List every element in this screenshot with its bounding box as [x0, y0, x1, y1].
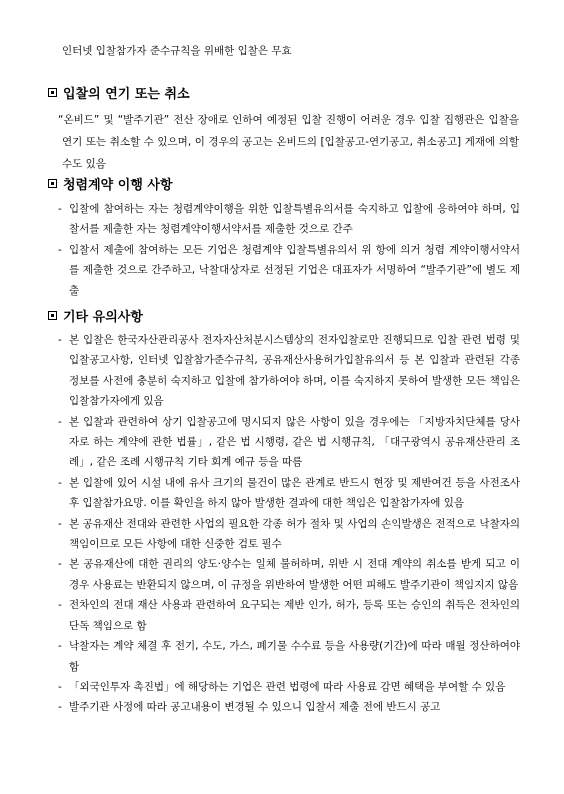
list-item: - 본 공유재산에 대한 권리의 양도·양수는 일체 불허하며, 위반 시 전대 계약의 취소를 받게 되고 이 경우 사용료는 반환되지 않으며, 이 규정을 위반하여 발생한 어떤 피해도 발주기관이 책임지지 않음	[58, 554, 520, 595]
dash-marker: -	[58, 476, 62, 489]
dash-marker: -	[58, 701, 62, 714]
other-notes-list	[58, 330, 520, 718]
section-title: 입찰의 연기 또는 취소	[63, 87, 190, 102]
dash-marker: -	[58, 640, 62, 653]
list-item: - 입찰에 참여하는 자는 청렴계약이행을 위한 입찰특별유의서를 숙지하고 입찰에 응하여야 하며, 입찰서를 제출한 자는 청렴계약이행서약서를 제출한 것으로 간주	[58, 199, 520, 240]
dash-marker: -	[58, 415, 62, 428]
list-item: - 전차인의 전대 재산 사용과 관련하여 요구되는 제반 인가, 허가, 등록 또는 승인의 취득은 전차인의 단독 책임으로 함	[58, 595, 520, 636]
section-heading-other-notes	[48, 310, 143, 326]
list-item: - 낙찰자는 계약 체결 후 전기, 수도, 가스, 폐기물 수수료 등을 사용량(기간)에 따라 매월 정산하여야 함	[58, 636, 520, 677]
dash-marker: -	[58, 203, 62, 215]
square-bullet-icon	[48, 179, 57, 188]
list-item: - 본 입찰에 있어 시설 내에 유사 크기의 물건이 많은 관계로 반드시 현장 및 제반여건 등을 사전조사 후 입찰참가요망. 이를 확인을 하지 않아 발생한 결과에 대한 책임은 입찰참가자에 있음	[58, 473, 520, 514]
section-title: 청렴계약 이행 사항	[63, 178, 173, 193]
list-item: - 본 입찰은 한국자산관리공사 전자자산처분시스템상의 전자입찰로만 진행되므로 입찰 관련 법령 및 입찰공고사항, 인터넷 입찰참가준수규칙, 공유재산사용허가입찰유의서 등 본 입찰과 관련된 각종 정보를 사전에 충분히 숙지하고 입찰에 참가하여야 하며, 이를 숙지하지 못하여 발생한 모든 책임은 입찰참가자에게 있음	[58, 330, 520, 412]
section-title: 기타 유의사항	[63, 310, 143, 325]
section-heading-integrity	[48, 178, 173, 194]
section-paragraph-postpone: “온비드” 및 “발주기관” 전산 장애로 인하여 예정된 입찰 진행이 어려운 경우 입찰 집행관은 입찰을 연기 또는 취소할 수 있으며, 이 경우의 공고는 온비드의 [입찰공고-연기공고, 취소공고] 게재에 의할 수도 있음	[58, 114, 519, 171]
square-bullet-icon	[48, 88, 57, 97]
intro-line: 인터넷 입찰참가자 준수규칙을 위배한 입찰은 무효	[62, 45, 292, 57]
integrity-list	[58, 199, 520, 301]
list-item: - 본 입찰과 관련하여 상기 입찰공고에 명시되지 않은 사항이 있을 경우에는 「지방자치단체를 당사자로 하는 계약에 관한 법률」, 같은 법 시행령, 같은 법 시행규칙, 「대구광역시 공유재산관리 조례」, 같은 조례 시행규칙 기타 회계 예규 등을 따름	[58, 412, 520, 473]
dash-marker: -	[58, 517, 62, 530]
dash-marker: -	[58, 558, 62, 571]
dash-marker: -	[58, 334, 62, 346]
dash-marker: -	[58, 243, 62, 256]
list-item: - 본 공유재산 전대와 관련한 사업의 필요한 각종 허가 절차 및 사업의 손익발생은 전적으로 낙찰자의 책임이므로 모든 사항에 대한 신중한 검토 필수	[58, 514, 520, 555]
dash-marker: -	[58, 599, 62, 612]
square-bullet-icon	[48, 311, 57, 320]
section-heading-postpone	[48, 87, 190, 103]
list-item: - 「외국인투자 촉진법」에 해당하는 기업은 관련 법령에 따라 사용료 감면 혜택을 부여할 수 있음	[58, 677, 520, 697]
list-item: - 발주기관 사정에 따라 공고내용이 변경될 수 있으니 입찰서 제출 전에 반드시 공고	[58, 697, 520, 717]
dash-marker: -	[58, 680, 62, 693]
list-item: - 입찰서 제출에 참여하는 모든 기업은 청렴계약 입찰특별유의서 위 항에 의거 청렴 계약이행서약서를 제출한 것으로 간주하고, 낙찰대상자로 선정된 기업은 대표자가 서명하여 “발주기관”에 별도 제출	[58, 240, 520, 301]
